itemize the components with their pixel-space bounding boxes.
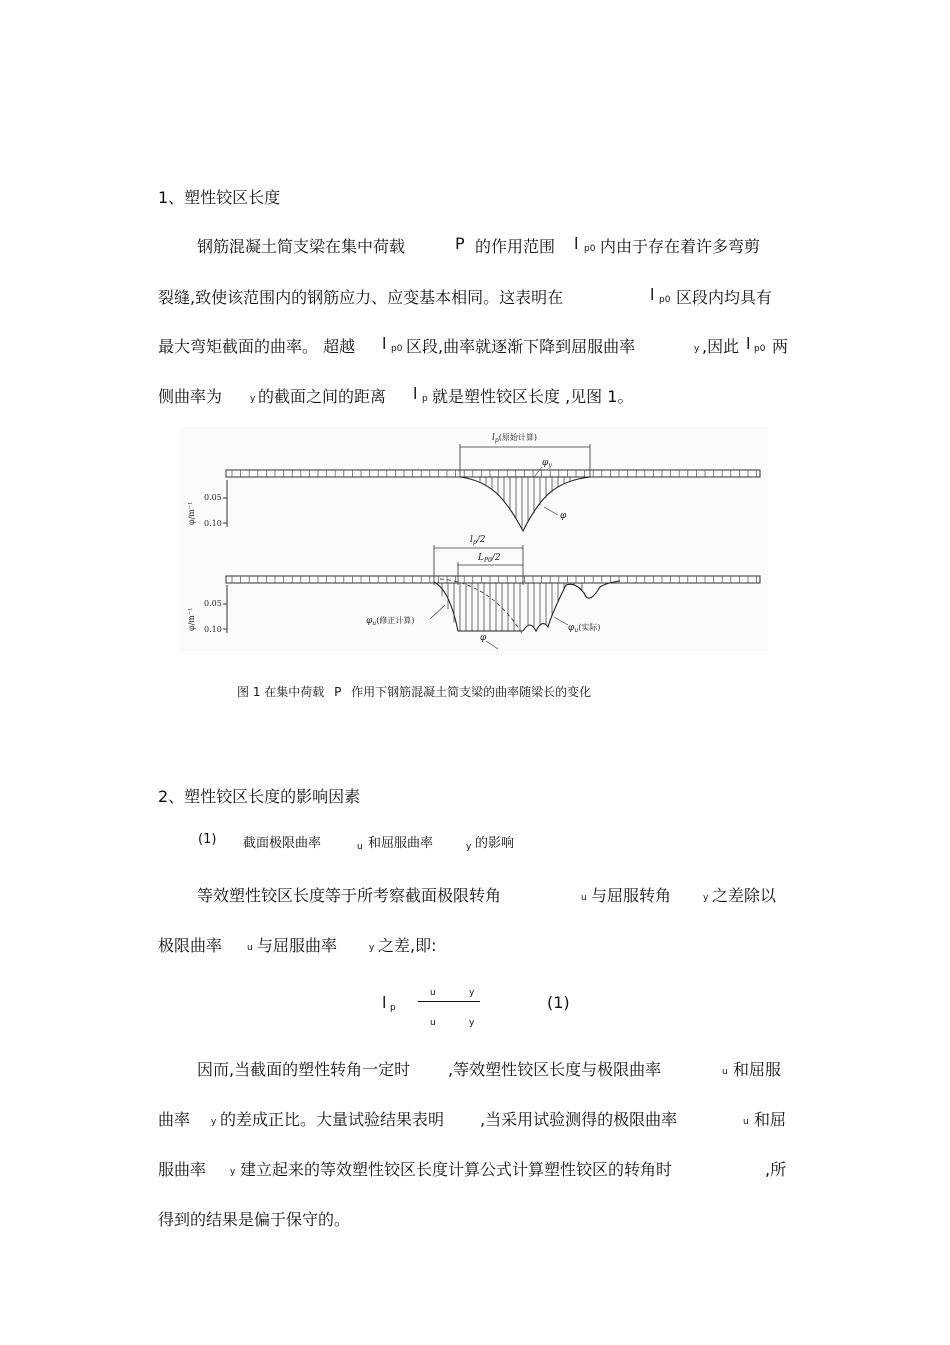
section2-heading: 2、塑性铰区长度的影响因素 xyxy=(158,787,361,806)
text: 最大弯矩截面的曲率。 超越 xyxy=(158,337,356,356)
text: 截面极限曲率 xyxy=(243,836,322,851)
symbol-l: l xyxy=(746,334,751,353)
text: 内由于存在着许多弯剪 xyxy=(600,237,761,256)
span-label: $l_p$(原始计算) xyxy=(492,433,537,444)
text: 与屈服转角 xyxy=(591,886,672,905)
subscript: u xyxy=(357,842,363,852)
eq-den-u: u xyxy=(430,1018,436,1028)
text: 的差成正比。大量试验结果表明 xyxy=(220,1110,445,1129)
text: 建立起来的等效塑性铰区长度计算公式计算塑性铰区的转角时 xyxy=(240,1160,673,1179)
eq-num-y: y xyxy=(469,988,475,998)
tick-label-005: 0.05 xyxy=(204,493,222,502)
tick-label-005: 0.05 xyxy=(204,599,222,608)
symbol-l: l xyxy=(382,334,387,353)
subscript: u xyxy=(722,1067,728,1077)
symbol-P: P xyxy=(455,234,465,253)
text: 的作用范围 xyxy=(475,237,556,256)
text: 服曲率 xyxy=(158,1160,207,1179)
text: 因而,当截面的塑性转角一定时 xyxy=(197,1060,411,1079)
subscript: p xyxy=(422,394,428,404)
subscript: y xyxy=(230,1167,236,1177)
text: 的截面之间的距离 xyxy=(258,387,387,406)
caption-symbol: P xyxy=(334,685,342,699)
subscript: p0 xyxy=(584,244,596,254)
equation-number: (1) xyxy=(547,993,570,1012)
eq-symbol-l: l xyxy=(382,993,387,1012)
text: 和屈 xyxy=(754,1110,787,1129)
text: 区段,曲率就逐渐下降到屈服曲率 xyxy=(406,337,636,356)
text: 曲率 xyxy=(158,1110,191,1129)
axis-label-top: φ/m⁻¹ xyxy=(187,501,196,525)
eq-num-u: u xyxy=(430,988,436,998)
subscript: y xyxy=(211,1117,217,1127)
eq-subscript: p xyxy=(390,1003,396,1013)
text: 得到的结果是偏于保守的。 xyxy=(158,1210,351,1229)
text: 两 xyxy=(772,337,789,356)
figure-caption xyxy=(237,683,591,700)
phi-bottom-label: φ xyxy=(480,633,487,643)
phi-label-top: φ xyxy=(560,511,567,521)
text: 区段内均具有 xyxy=(676,288,773,307)
subscript: p0 xyxy=(659,295,671,305)
tick-label-010: 0.10 xyxy=(204,519,222,528)
text: 之差除以 xyxy=(712,886,777,905)
subscript: y xyxy=(369,943,375,953)
subscript: y xyxy=(703,893,709,903)
fraction-bar xyxy=(418,1001,480,1002)
subscript: p0 xyxy=(391,344,403,354)
caption-text: 图 1 在集中荷载 xyxy=(237,685,325,699)
symbol-l: l xyxy=(413,384,418,403)
text: 裂缝,致使该范围内的钢筋应力、应变基本相同。这表明在 xyxy=(158,288,564,307)
subscript: u xyxy=(581,893,587,903)
caption-text: 作用下钢筋混凝土简支梁的曲率随梁长的变化 xyxy=(351,685,592,699)
text: 与屈服曲率 xyxy=(257,936,338,955)
phi-u-left-label: $\varphi_u$(修正计算) xyxy=(366,616,415,627)
text: 侧曲率为 xyxy=(158,387,223,406)
phi-y-label: $\varphi_y$ xyxy=(542,458,552,469)
phi-u-right-label: $\varphi_u$(实际) xyxy=(568,623,601,634)
curvature-figure xyxy=(180,427,768,655)
section1-heading: 1、塑性铰区长度 xyxy=(158,188,281,207)
text: 之差,即: xyxy=(378,936,437,955)
eq-den-y: y xyxy=(469,1018,475,1028)
subscript: y xyxy=(694,344,700,354)
text: 钢筋混凝土简支梁在集中荷载 xyxy=(197,237,406,256)
text: 极限曲率 xyxy=(158,936,223,955)
text: (1) xyxy=(198,832,217,847)
text: ,因此 xyxy=(702,337,740,356)
text: ,等效塑性铰区长度与极限曲率 xyxy=(448,1060,662,1079)
subscript: u xyxy=(247,943,253,953)
text: 和屈服 xyxy=(733,1060,782,1079)
subscript: p0 xyxy=(754,344,766,354)
subscript: y xyxy=(466,842,472,852)
symbol-l: l xyxy=(574,234,579,253)
text: 就是塑性铰区长度 ,见图 1。 xyxy=(432,387,634,406)
text: 等效塑性铰区长度等于所考察截面极限转角 xyxy=(197,886,502,905)
symbol-l: l xyxy=(650,285,655,304)
subscript: u xyxy=(743,1117,749,1127)
half-Lp0-label: $L_{P0}/2$ xyxy=(478,553,501,564)
text: 的影响 xyxy=(475,836,515,851)
half-lp-label: $l_p/2$ xyxy=(470,535,486,546)
subscript: y xyxy=(250,394,256,404)
text: ,当采用试验测得的极限曲率 xyxy=(480,1110,678,1129)
tick-label-010: 0.10 xyxy=(204,625,222,634)
text: 和屈服曲率 xyxy=(368,836,434,851)
text: ,所 xyxy=(765,1160,787,1179)
axis-label-bottom: φ/m⁻¹ xyxy=(187,607,196,631)
